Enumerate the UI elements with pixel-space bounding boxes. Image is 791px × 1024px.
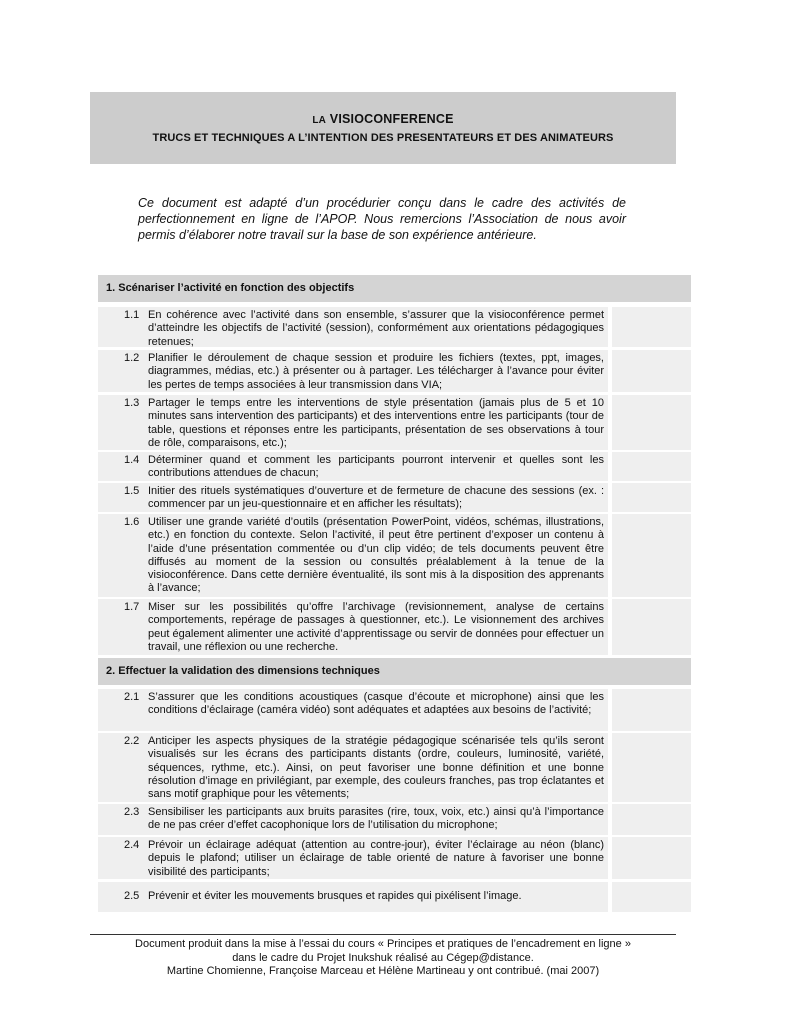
row-check-cell — [612, 452, 691, 481]
row-check-cell — [612, 837, 691, 879]
item-number: 1.2 — [124, 352, 140, 364]
item-text: Prévenir et éviter les mouvements brusques et rapides qui pixélisent l’image. — [148, 890, 522, 902]
footer — [90, 938, 676, 979]
item-number: 2.4 — [124, 839, 140, 851]
item-number: 1.4 — [124, 454, 140, 466]
item-text: Partager le temps entre les interventions de style présentation (jamais plus de 5 et 10 minutes sans intervention des participants) et des interventions entre les participants (tour de table, questions et réponses entre les participants, présentation de ses observations à tour de rôle, comparaisons, etc.); — [148, 397, 604, 449]
title-prefix: LA — [312, 115, 327, 126]
row-check-cell — [612, 483, 691, 512]
footer-line-1: Document produit dans la mise à l’essai du cours « Principes et pratiques de l’encadrement en ligne » — [135, 938, 631, 950]
item-number: 1.3 — [124, 397, 140, 409]
item-number: 2.3 — [124, 806, 140, 818]
checklist-row-1-1 — [98, 307, 691, 347]
checklist-row-1-4 — [98, 452, 691, 481]
checklist-row-1-3 — [98, 395, 691, 450]
checklist-row-2-3 — [98, 804, 691, 835]
row-check-cell — [612, 689, 691, 731]
row-check-cell — [612, 599, 691, 655]
item-number: 1.5 — [124, 485, 140, 497]
checklist-row-2-1 — [98, 689, 691, 731]
item-number: 1.1 — [124, 309, 140, 321]
intro-paragraph: Ce document est adapté d’un procédurier conçu dans le cadre des activités de perfectionnement en ligne de l’APOP. Nous remercions l’Association de nous avoir permis d’élaborer notre travail sur la base de son expérience antérieure. — [138, 196, 626, 242]
checklist-row-1-6 — [98, 514, 691, 597]
item-text: Initier des rituels systématiques d’ouverture et de fermeture de chacune des sessions (ex. : commencer par un jeu-questionnaire et en afficher les résultats); — [148, 485, 604, 511]
document-title-box — [90, 92, 676, 164]
checklist-row-2-2 — [98, 733, 691, 802]
row-check-cell — [612, 733, 691, 802]
section-heading-1: 1. Scénariser l’activité en fonction des objectifs — [98, 275, 691, 302]
footer-line-3: Martine Chomienne, Françoise Marceau et Hélène Martineau y ont contribué. (mai 2007) — [166, 965, 600, 977]
item-text: Planifier le déroulement de chaque session et produire les fichiers (textes, ppt, images, diagrammes, médias, etc.) à présenter ou à partager. Les télécharger à l’avance pour éviter les pertes de temps associées à leur transmission dans VIA; — [148, 352, 604, 391]
row-check-cell — [612, 882, 691, 912]
footer-line-2: dans le cadre du Projet Inukshuk réalisé au Cégep@distance. — [232, 951, 534, 964]
checklist-row-1-5 — [98, 483, 691, 512]
item-text: En cohérence avec l’activité dans son ensemble, s’assurer que la visioconférence permet d’atteindre les objectifs de l’activité (session), conformément aux orientations pédagogiques retenues; — [148, 309, 604, 348]
checklist-row-1-7 — [98, 599, 691, 655]
item-number: 2.5 — [124, 890, 140, 902]
item-number: 2.2 — [124, 735, 140, 747]
checklist-row-2-5 — [98, 882, 691, 912]
row-check-cell — [612, 514, 691, 597]
title-main: VISIOCONFERENCE — [329, 112, 454, 126]
item-number: 2.1 — [124, 691, 140, 703]
item-number: 1.7 — [124, 601, 140, 613]
checklist-row-1-2 — [98, 350, 691, 392]
document-title — [90, 112, 676, 126]
item-text: Sensibiliser les participants aux bruits parasites (rire, toux, voix, etc.) ainsi qu’à l’importance de ne pas créer d’effet cacophonique lors de l’utilisation du microphone; — [148, 806, 604, 832]
row-check-cell — [612, 307, 691, 347]
item-text: Prévoir un éclairage adéquat (attention au contre-jour), éviter l’éclairage au néon (blanc) depuis le plafond; utiliser un éclairage de table orienté de nature à favoriser une bonne visibilité des participants; — [148, 839, 604, 878]
row-check-cell — [612, 804, 691, 835]
document-subtitle: TRUCS ET TECHNIQUES A L’INTENTION DES PRESENTATEURS ET DES ANIMATEURS — [152, 132, 614, 144]
item-text: S’assurer que les conditions acoustiques (casque d’écoute et microphone) ainsi que les conditions d’éclairage (caméra vidéo) sont adéquates et adaptées aux besoins de l’activité; — [148, 691, 604, 717]
section-heading-2: 2. Effectuer la validation des dimensions techniques — [98, 658, 691, 685]
item-number: 1.6 — [124, 516, 140, 528]
footer-divider — [90, 934, 676, 935]
item-text: Anticiper les aspects physiques de la stratégie pédagogique scénarisée tels qu’ils seront visualisés sur les écrans des participants distants (ordre, couleurs, luminosité, variété, séquences, rythme, etc.). Ainsi, on peut favoriser une bonne définition et une bonne résolution d’image en privilégiant, par exemple, des couleurs franches, pas trop éclatantes et sans motif graphique pour les vêtements; — [148, 735, 604, 801]
checklist-row-2-4 — [98, 837, 691, 879]
item-text: Déterminer quand et comment les participants pourront intervenir et quelles sont les contributions attendues de chacun; — [148, 454, 604, 480]
item-text: Utiliser une grande variété d’outils (présentation PowerPoint, vidéos, schémas, illustrations, etc.) en fonction du contexte. Selon l’activité, il peut être pertinent d’exposer un contenu à l’aide d’une présentation commentée ou d’un clip vidéo; de tels documents peuvent être diffusés au moment de la session ou consultés préalablement à la tenue de la visioconférence. Dans cette dernière éventualité, ils sont mis à la disposition des apprenants à l’avance; — [148, 516, 604, 595]
row-check-cell — [612, 350, 691, 392]
item-text: Miser sur les possibilités qu’offre l’archivage (revisionnement, analyse de certains comportements, repérage de passages à questionner, etc.). Le visionnement des archives peut également alimenter une activité d’apprentissage ou servir de données pour effectuer un travail, une réflexion ou une recherche. — [148, 601, 604, 653]
row-check-cell — [612, 395, 691, 450]
